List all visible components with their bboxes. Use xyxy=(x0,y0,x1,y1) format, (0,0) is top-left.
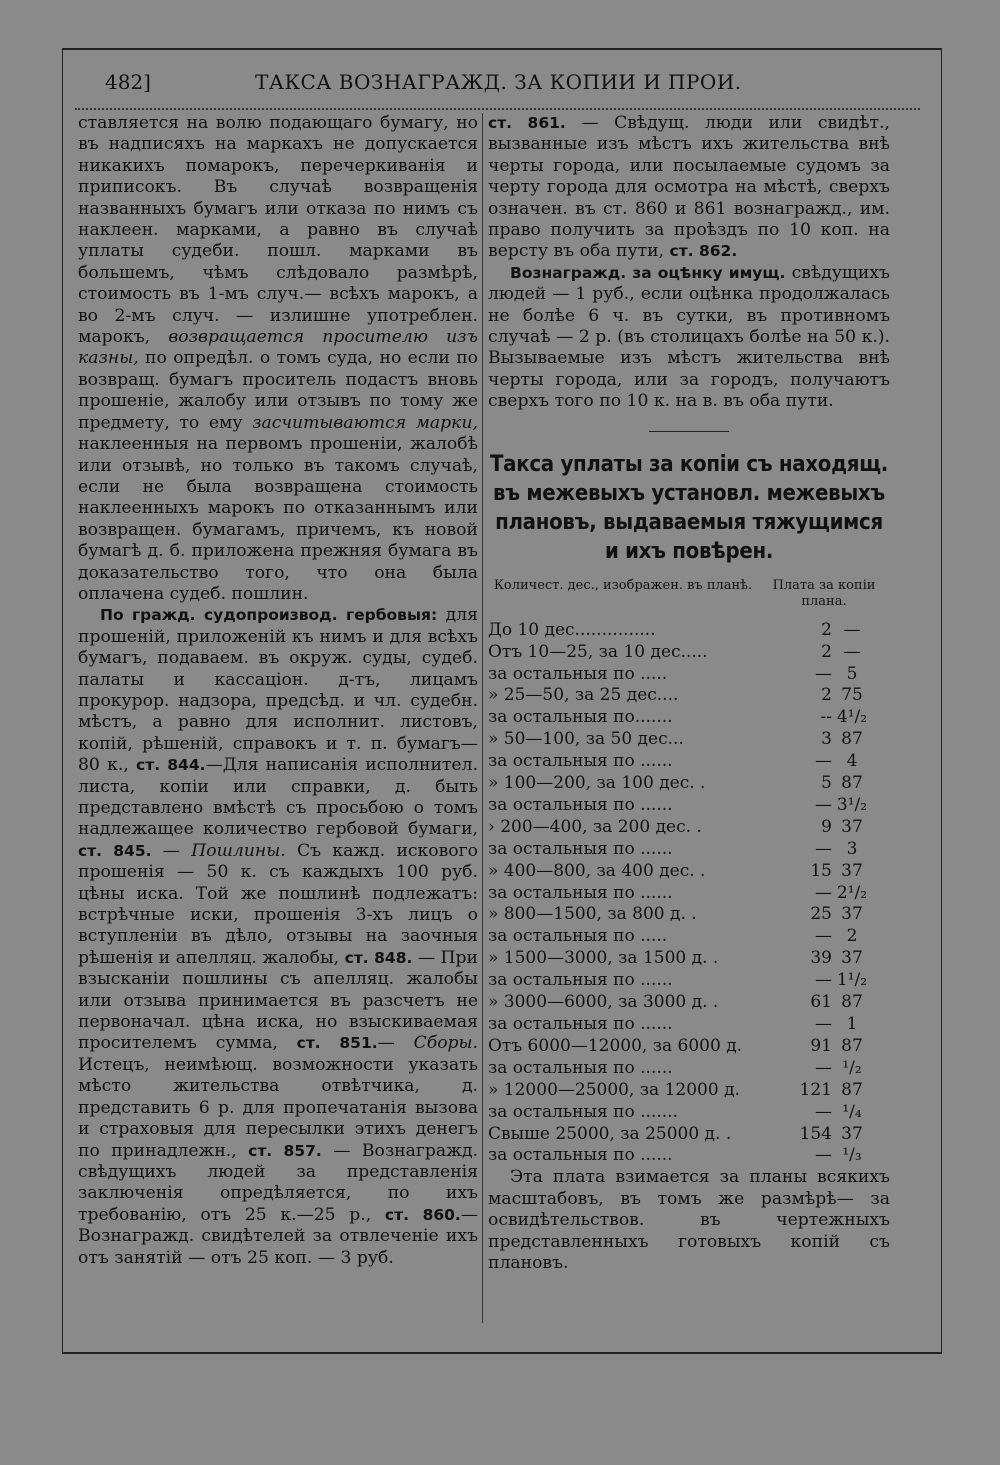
row-rubles: 39 xyxy=(810,948,832,969)
section-rule xyxy=(649,431,729,432)
article-ref: ст. 861. xyxy=(488,114,566,132)
row-rubles: — xyxy=(815,1145,832,1166)
row-label: » 50—100, за 50 дес... xyxy=(488,729,684,750)
table-header-price: Плата за копіи плана. xyxy=(772,577,876,609)
row-kopecks: 1 xyxy=(846,1014,858,1034)
row-kopecks: 37 xyxy=(841,816,863,837)
table-row xyxy=(488,729,890,751)
article-ref: ст. 857. xyxy=(248,1141,322,1160)
row-label: » 3000—6000, за 3000 д. . xyxy=(488,992,719,1013)
row-kopecks: 87 xyxy=(841,729,863,750)
article-ref: ст. 862. xyxy=(669,242,738,261)
row-rubles: 2 xyxy=(821,641,832,662)
row-kopecks: — xyxy=(843,619,861,640)
row-label: за остальныя по ...... xyxy=(488,1145,673,1166)
article-ref: ст. 845. xyxy=(78,841,152,860)
table-row xyxy=(488,948,890,970)
row-rubles: — xyxy=(815,838,832,859)
table-row xyxy=(488,992,890,1014)
table-row xyxy=(488,751,890,773)
row-rubles: 25 xyxy=(810,904,832,925)
row-kopecks: 87 xyxy=(841,1035,863,1056)
row-kopecks: 37 xyxy=(841,904,863,925)
row-kopecks: 3¹/₂ xyxy=(836,794,868,815)
row-kopecks: 3 xyxy=(846,838,858,859)
table-row xyxy=(488,773,890,795)
page-number: 482] xyxy=(105,70,151,94)
article-ref: ст. 844. xyxy=(136,756,206,775)
row-label: » 1500—3000, за 1500 д. . xyxy=(488,948,719,969)
article-ref: ст. 848. xyxy=(344,948,413,967)
closing-note: Эта плата взимается за планы всякихъ масштабовъ, въ томъ же размѣрѣ— за освидѣтельствов. въ чертежныхъ представленныхъ готовыхъ копій съ плановъ. xyxy=(488,1167,890,1273)
table-row xyxy=(488,1058,890,1080)
table-row xyxy=(488,1036,890,1058)
row-label: за остальныя по ..... xyxy=(488,663,668,684)
row-kopecks: ¹/₄ xyxy=(842,1101,862,1122)
row-kopecks: 37 xyxy=(841,1123,863,1144)
row-label: за остальныя по ...... xyxy=(488,751,673,772)
row-rubles: -- xyxy=(820,707,832,728)
table-row xyxy=(488,839,890,861)
row-label: за остальныя по ...... xyxy=(488,794,673,815)
table-row xyxy=(488,1014,890,1036)
right-column xyxy=(488,113,890,1274)
row-kopecks: ¹/₂ xyxy=(842,1057,862,1078)
table-row xyxy=(488,970,890,992)
row-rubles: 5 xyxy=(821,773,832,794)
table-row xyxy=(488,904,890,926)
table-header-area: Количест. дес., изображен. въ планѣ. xyxy=(493,577,753,593)
row-label: » 25—50, за 25 дес.... xyxy=(488,685,679,706)
row-rubles: — xyxy=(815,970,832,991)
row-rubles: 15 xyxy=(810,860,832,881)
row-label: за остальныя по ...... xyxy=(488,970,673,991)
table-row xyxy=(488,707,890,729)
row-label: за остальныя по ....... xyxy=(488,1101,678,1122)
table-row xyxy=(488,685,890,707)
running-title: ТАКСА ВОЗНАГРАЖД. ЗА КОПИИ И ПРОИ. xyxy=(255,70,742,94)
row-kopecks: 4 xyxy=(846,751,858,772)
row-rubles: 2 xyxy=(821,619,832,640)
row-rubles: 121 xyxy=(799,1079,832,1100)
table-row xyxy=(488,620,890,642)
row-kopecks: 1¹/₂ xyxy=(836,970,868,991)
row-kopecks: 5 xyxy=(846,663,858,684)
row-kopecks: 37 xyxy=(841,948,863,969)
table-row xyxy=(488,1102,890,1124)
left-paragraph-2: По гражд. судопроизвод. гербовыя: для прошеній, приложеній къ нимъ и для всѣхъ бумагъ, подаваем. въ окруж. суды, судеб. палаты и кассаціон. д-тъ, лицамъ прокурор. надзора, предсѣд. и чл. судебн. мѣстъ, а равно для исполнит. листовъ, копій, рѣшеній, справокъ и т. п. бумагъ— 80 к., ст. 844.—Для написанія исполнител. листа, копіи или справки, д. быть представлено вмѣстѣ съ просьбою о томъ надлежащее количество гербовой бумаги, ст. 845. — Пошлины. Съ кажд. искового прошенія — 50 к. съ каждыхъ 100 руб. цѣны иска. Той же пошлинѣ подлежатъ: встрѣчные иски, прошенія 3-хъ лицъ о вступленіи въ дѣло, отзывы на заочныя рѣшенія и апелляц. жалобы, ст. 848. — При взысканіи пошлины съ апелляц. жалобы или отзыва принимается въ разсчетъ не первоначал. цѣна иска, но взыскиваемая просителемъ сумма, ст. 851.— Сборы. Истецъ, неимѣющ. возможности указать мѣсто жительства отвѣтчика, д. представить 6 р. для пропечатанія вызова и страховыя для пересылки этихъ денегъ по принадлежн., ст. 857. — Вознагражд. свѣдущихъ людей за представленія заключенія опредѣляется, по ихъ требованію, отъ 25 к.—25 р., ст. 860.— Вознагражд. свидѣтелей за отвлеченіе ихъ отъ занятій — отъ 25 коп. — 3 руб. xyxy=(78,605,479,1268)
table-row xyxy=(488,817,890,839)
row-kopecks: 2¹/₂ xyxy=(836,882,868,903)
row-rubles: — xyxy=(815,926,832,947)
row-label: » 800—1500, за 800 д. . xyxy=(488,904,697,925)
table-row xyxy=(488,883,890,905)
table-row xyxy=(488,664,890,686)
left-column xyxy=(78,113,478,1269)
page-header xyxy=(105,70,925,100)
tariff-table xyxy=(488,620,890,1168)
row-label: Свыше 25000, за 25000 д. . xyxy=(488,1123,732,1144)
row-rubles: — xyxy=(815,1101,832,1122)
row-kopecks: — xyxy=(843,641,861,662)
row-kopecks: 87 xyxy=(841,992,863,1013)
row-label: за остальныя по....... xyxy=(488,707,673,728)
table-row xyxy=(488,861,890,883)
row-label: › 200—400, за 200 дес. . xyxy=(488,816,702,837)
row-rubles: 61 xyxy=(810,992,832,1013)
row-label: за остальныя по ..... xyxy=(488,926,668,947)
table-row xyxy=(488,1145,890,1167)
header-rule xyxy=(75,100,920,110)
table-row xyxy=(488,1124,890,1146)
row-kopecks: 87 xyxy=(841,773,863,794)
row-label: за остальныя по ...... xyxy=(488,882,673,903)
left-paragraph-1: ставляется на волю подающаго бумагу, но въ надписяхъ на маркахъ не допускается никакихъ помарокъ, перечеркиванія и приписокъ. Въ случаѣ возвращенія названныхъ бумагъ или отказа по нимъ съ наклеен. марками, а равно въ случаѣ уплаты судеби. пошл. марками въ большемъ, чѣмъ слѣдовало размѣрѣ, стоимость въ 1-мъ случ.— всѣхъ марокъ, а во 2-мъ случ. — излишне употреблен. марокъ, возвращается просителю изъ казны, по опредѣл. о томъ суда, но если по возвращ. бумагъ проситель подастъ вновь прошеніе, жалобу или отзывъ по тому же предмету, то ему засчитываются марки, наклеенныя на первомъ прошеніи, жалобѣ или отзывѣ, но только въ такомъ случаѣ, если не была возвращена стоимость наклеенныхъ марокъ по отказаннымъ или возвращен. бумагамъ, причемъ, къ новой бумагѣ д. б. приложена прежняя бумага въ доказательство того, что она была оплачена судеб. пошлин. xyxy=(78,113,478,604)
row-kopecks: 2 xyxy=(846,926,858,947)
article-ref: ст. 851. xyxy=(296,1034,378,1053)
row-rubles: — xyxy=(815,751,832,772)
table-row xyxy=(488,1080,890,1102)
row-label: » 100—200, за 100 дес. . xyxy=(488,773,706,794)
row-rubles: — xyxy=(815,1014,832,1034)
right-paragraph-2: Вознагражд. за оцѣнку имущ. свѣдущихъ людей — 1 руб., если оцѣнка продолжалась не болѣе 6 ч. въ сутки, въ противномъ случаѣ — 2 р. (въ столицахъ болѣе на 50 к.). Вызываемые изъ мѣстъ жительства внѣ черты города, или за городъ, получаютъ сверхъ того по 10 к. на в. въ оба пути. xyxy=(488,262,890,412)
row-rubles: 9 xyxy=(821,816,832,837)
row-kopecks: 87 xyxy=(841,1079,863,1100)
row-rubles: 91 xyxy=(810,1035,832,1056)
row-kopecks: ¹/₃ xyxy=(842,1145,862,1166)
row-kopecks: 75 xyxy=(841,685,863,706)
table-row xyxy=(488,926,890,948)
row-rubles: 2 xyxy=(821,685,832,706)
row-label: До 10 дес............... xyxy=(488,619,656,640)
row-label: » 400—800, за 400 дес. . xyxy=(488,860,706,881)
table-row xyxy=(488,795,890,817)
row-label: за остальныя по ...... xyxy=(488,838,673,859)
article-ref: ст. 860. xyxy=(384,1205,461,1224)
row-rubles: 154 xyxy=(799,1123,832,1144)
row-rubles: — xyxy=(815,882,832,903)
section-title: Такса уплаты за копіи съ находящ. въ межевыхъ установл. межевыхъ плановъ, выдаваемыя тяжущимся и ихъ повѣрен. xyxy=(489,451,888,564)
row-rubles: — xyxy=(815,794,832,815)
row-label: Отъ 6000—12000, за 6000 д. xyxy=(488,1035,743,1056)
row-rubles: — xyxy=(815,663,832,684)
row-kopecks: 37 xyxy=(841,860,863,881)
table-header xyxy=(488,578,890,610)
row-rubles: — xyxy=(815,1057,832,1078)
column-divider xyxy=(482,113,483,1323)
table-row xyxy=(488,642,890,664)
row-label: за остальныя по ...... xyxy=(488,1014,673,1034)
row-rubles: 3 xyxy=(821,729,832,750)
row-label: » 12000—25000, за 12000 д. xyxy=(488,1079,740,1100)
row-label: Отъ 10—25, за 10 дес..... xyxy=(488,641,708,662)
row-label: за остальныя по ...... xyxy=(488,1057,673,1078)
row-kopecks: 4¹/₂ xyxy=(836,707,868,728)
right-paragraph-1: ст. 861. — Свѣдущ. люди или свидѣт., вызванные изъ мѣстъ ихъ жительства внѣ черты города, или посылаемые судомъ за черту города для осмотра на мѣстѣ, сверхъ означен. въ ст. 860 и 861 вознагражд., им. право получить за проѣздъ по 10 коп. на версту въ оба пути, ст. 862. xyxy=(488,113,890,262)
